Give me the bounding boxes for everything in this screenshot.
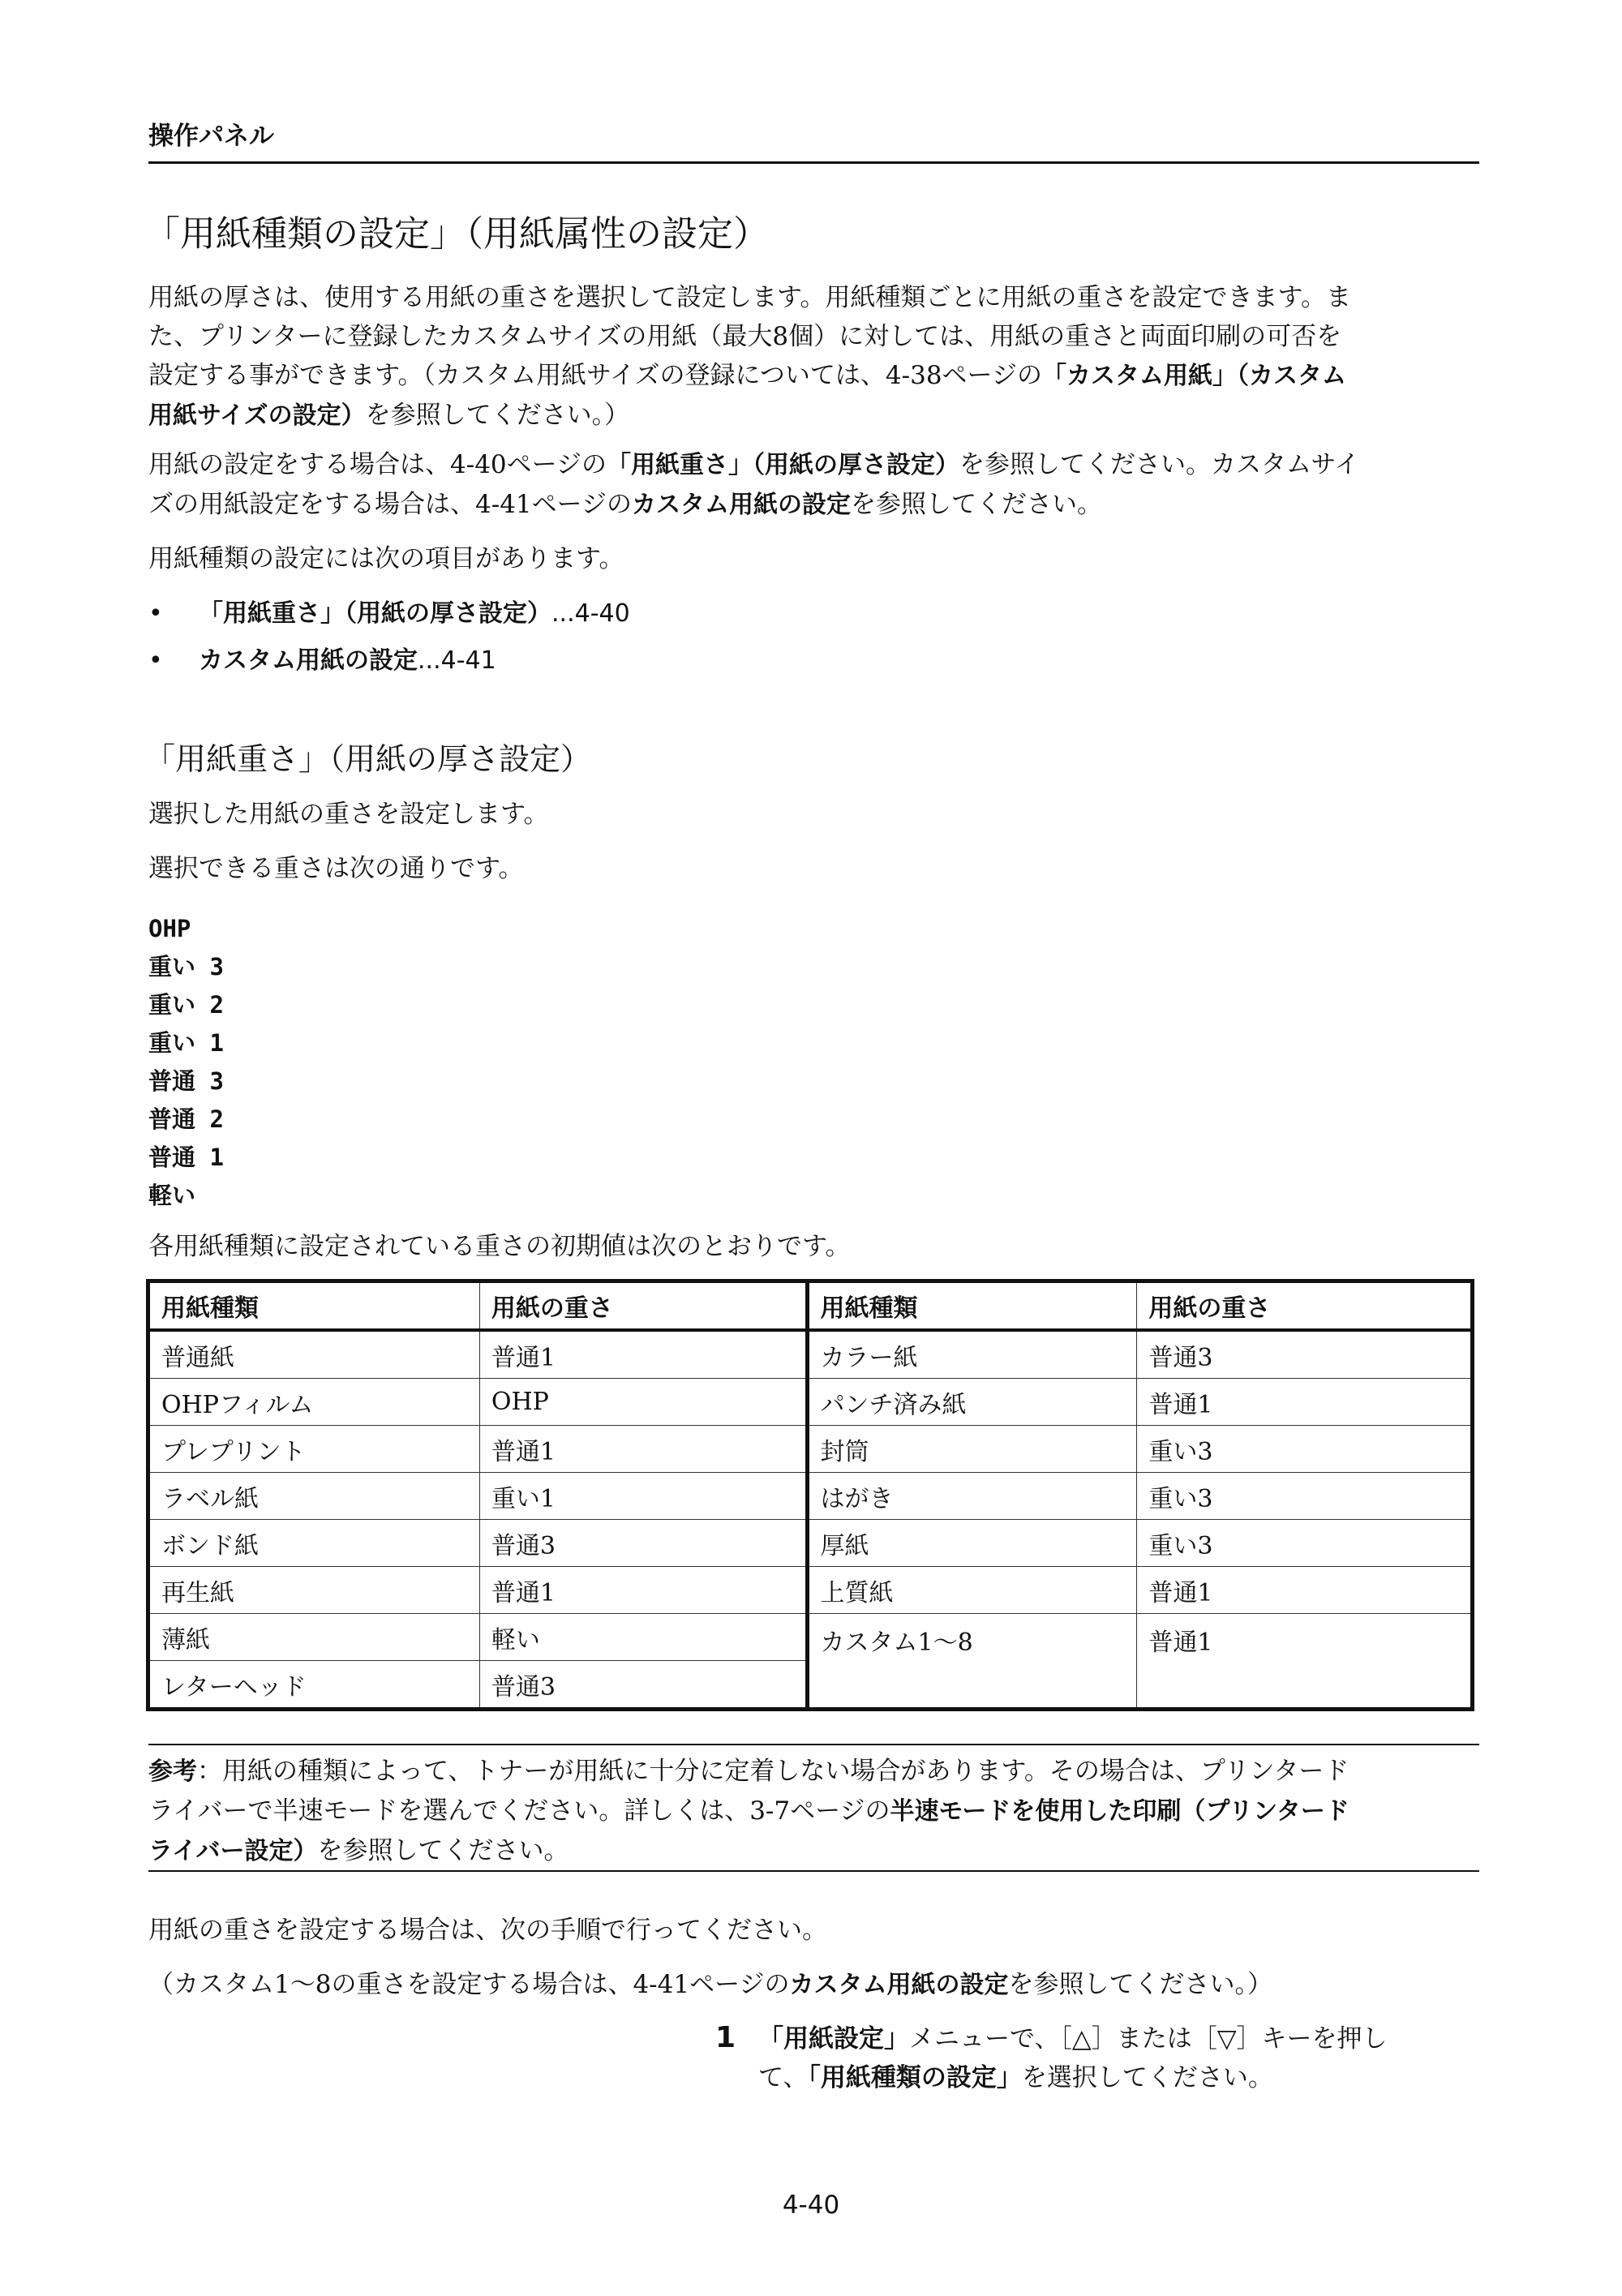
step-line-text: て、 (758, 2063, 809, 2092)
paper-type-cell: 上質紙 (807, 1567, 1137, 1614)
paper-type-cell: 再生紙 (148, 1567, 480, 1614)
note-rule-top (148, 1744, 1479, 1745)
procedure-text: （カスタム1〜8の重さを設定する場合は、4-41ページの (148, 1970, 790, 1999)
note-label: 参考 (148, 1757, 197, 1786)
defaults-intro: 各用紙種類に設定されている重さの初期値は次のとおりです。 (148, 1232, 851, 1261)
paper-weight-cell: 普通3 (479, 1520, 807, 1567)
table-header: 用紙の重さ (1137, 1281, 1473, 1331)
paper-type-cell (807, 1614, 1137, 1710)
table-row (148, 1330, 1473, 1379)
table-row (148, 1426, 1473, 1473)
table-header: 用紙種類 (148, 1281, 480, 1331)
paper-weight-text: 普通1 (1148, 1629, 1213, 1657)
paper-type-cell: 厚紙 (807, 1520, 1137, 1567)
paper-weight-cell: 普通1 (479, 1567, 807, 1614)
intro-line (148, 396, 1479, 436)
weight-option: 普通 3 (148, 1067, 224, 1095)
step-number: 1 (715, 2021, 736, 2054)
intro-line: た、プリンターに登録したカスタムサイズの用紙（最大8個）に対しては、用紙の重さと両面印刷の可否を (148, 322, 1342, 351)
paper-weight-cell: 普通3 (1137, 1330, 1473, 1379)
paper-type-cell: はがき (807, 1473, 1137, 1520)
paper-type-cell: プレプリント (148, 1426, 480, 1473)
link-custom-paper-setting-2[interactable]: カスタム用紙の設定 (789, 1971, 1009, 1999)
paper-weight-cell: 普通1 (1137, 1379, 1473, 1426)
step-line (758, 2019, 1488, 2058)
table-header: 用紙の重さ (479, 1281, 807, 1331)
note-line (148, 1752, 1479, 1792)
settings-text: 用紙の設定をする場合は、4-40ページの (148, 450, 607, 479)
intro-text: 設定する事ができます。（カスタム用紙サイズの登録については、4-38ページの (148, 361, 1042, 390)
paper-type-cell: 封筒 (807, 1426, 1137, 1473)
paper-weight-cell (1137, 1614, 1473, 1710)
bullet-page: ...4-40 (551, 599, 630, 628)
paper-type-cell: ラベル紙 (148, 1473, 480, 1520)
menu-item-name: 「用紙種類の設定」 (808, 2063, 1022, 2092)
paper-type-cell: ボンド紙 (148, 1520, 480, 1567)
intro-text: を参照してください。） (365, 401, 630, 430)
table-row (148, 1614, 1473, 1661)
paper-weight-cell: 普通1 (479, 1426, 807, 1473)
table-header: 用紙種類 (807, 1281, 1137, 1331)
weight-option: 重い 3 (148, 953, 224, 981)
procedure-text: を参照してください。） (1008, 1970, 1272, 1999)
weight-option: 重い 1 (148, 1029, 224, 1057)
section-header: 操作パネル (148, 122, 274, 151)
paper-weight-cell: 普通1 (1137, 1567, 1473, 1614)
subsection-title: 「用紙重さ」（用紙の厚さ設定） (144, 741, 592, 777)
paper-type-text: カスタム1〜8 (820, 1629, 973, 1657)
bullet-dot: • (148, 599, 163, 628)
items-intro: 用紙種類の設定には次の項目があります。 (148, 544, 624, 573)
paper-weight-cell: OHP (479, 1379, 807, 1426)
paper-type-cell: OHPフィルム (148, 1379, 480, 1426)
weight-option: 軽い (148, 1182, 196, 1209)
procedure-custom (148, 1965, 1479, 2005)
paper-weight-table (146, 1279, 1474, 1711)
procedure-intro: 用紙の重さを設定する場合は、次の手順で行ってください。 (148, 1916, 827, 1945)
paper-weight-cell: 普通3 (479, 1661, 807, 1710)
table-row (148, 1567, 1473, 1614)
bullet-item (148, 645, 496, 677)
settings-text: を参照してください。カスタムサイ (959, 450, 1360, 479)
paper-weight-cell: 重い3 (1137, 1473, 1473, 1520)
note-block (148, 1752, 1479, 1871)
bullet-link[interactable]: 「用紙重さ」（用紙の厚さ設定） (199, 599, 551, 628)
weight-option: 重い 2 (148, 991, 224, 1019)
page-title: 「用紙種類の設定」（用紙属性の設定） (144, 213, 769, 255)
paper-type-cell: パンチ済み紙 (807, 1379, 1137, 1426)
note-text: を参照してください。 (317, 1836, 569, 1865)
table-header-row (148, 1281, 1473, 1331)
bullet-item (148, 598, 630, 630)
table-row (148, 1473, 1473, 1520)
link-custom-paper-cont[interactable]: 用紙サイズの設定） (148, 401, 366, 430)
paper-type-cell: カラー紙 (807, 1330, 1137, 1379)
weight-option: 普通 2 (148, 1105, 224, 1133)
intro-paragraph (148, 278, 1479, 436)
weight-option: OHP (148, 915, 191, 942)
settings-text: を参照してください。 (851, 490, 1103, 519)
table-row (148, 1379, 1473, 1426)
settings-paragraph (148, 445, 1479, 525)
note-rule-bottom (148, 1870, 1479, 1872)
subsection-desc: 選択した用紙の重さを設定します。 (148, 800, 549, 829)
settings-line (148, 445, 1479, 485)
link-custom-paper[interactable]: 「カスタム用紙」（カスタム (1041, 362, 1346, 390)
step-line-text: メニューで、［△］または［▽］キーを押し (909, 2024, 1388, 2054)
intro-line: 用紙の厚さは、使用する用紙の重さを選択して設定します。用紙種類ごとに用紙の重さを設定できます。ま (148, 283, 1352, 312)
bullet-link[interactable]: カスタム用紙の設定 (199, 646, 418, 675)
step-line-text: を選択してください。 (1021, 2063, 1273, 2092)
paper-type-cell: レターヘッド (148, 1661, 480, 1710)
header-rule (148, 161, 1479, 164)
paper-type-cell: 普通紙 (148, 1330, 480, 1379)
link-paper-weight[interactable]: 「用紙重さ」（用紙の厚さ設定） (607, 451, 960, 479)
paper-weight-cell: 重い3 (1137, 1426, 1473, 1473)
bullet-page: ...4-41 (418, 646, 496, 675)
paper-weight-cell: 重い3 (1137, 1520, 1473, 1567)
intro-line (148, 356, 1479, 396)
subsection-desc: 選択できる重さは次の通りです。 (148, 854, 524, 883)
paper-weight-cell: 普通1 (479, 1330, 807, 1379)
link-half-speed[interactable]: 半速モードを使用した印刷（プリンタード (890, 1797, 1350, 1826)
link-half-speed-cont[interactable]: ライバー設定） (148, 1837, 318, 1865)
paper-weight-cell: 重い1 (479, 1473, 807, 1520)
note-line (148, 1831, 1479, 1871)
settings-text: ズの用紙設定をする場合は、4-41ページの (148, 490, 633, 519)
note-line (148, 1792, 1479, 1831)
table-row (148, 1520, 1473, 1567)
step-text (758, 2019, 1488, 2097)
bullet-dot: • (148, 646, 163, 675)
settings-line (148, 485, 1479, 525)
step-line (758, 2058, 1488, 2097)
weight-list (148, 910, 224, 1215)
note-text: ライバーで半速モードを選んでください。詳しくは、3-7ページの (148, 1796, 890, 1826)
note-text: ：用紙の種類によって、トナーが用紙に十分に定着しない場合があります。その場合は、プリンタード (197, 1757, 1350, 1786)
paper-type-cell: 薄紙 (148, 1614, 480, 1661)
page-number: 4-40 (782, 2191, 840, 2220)
paper-weight-cell: 軽い (479, 1614, 807, 1661)
menu-name: 「用紙設定」 (758, 2024, 909, 2054)
weight-option: 普通 1 (148, 1144, 224, 1171)
link-custom-paper-setting[interactable]: カスタム用紙の設定 (632, 491, 852, 519)
